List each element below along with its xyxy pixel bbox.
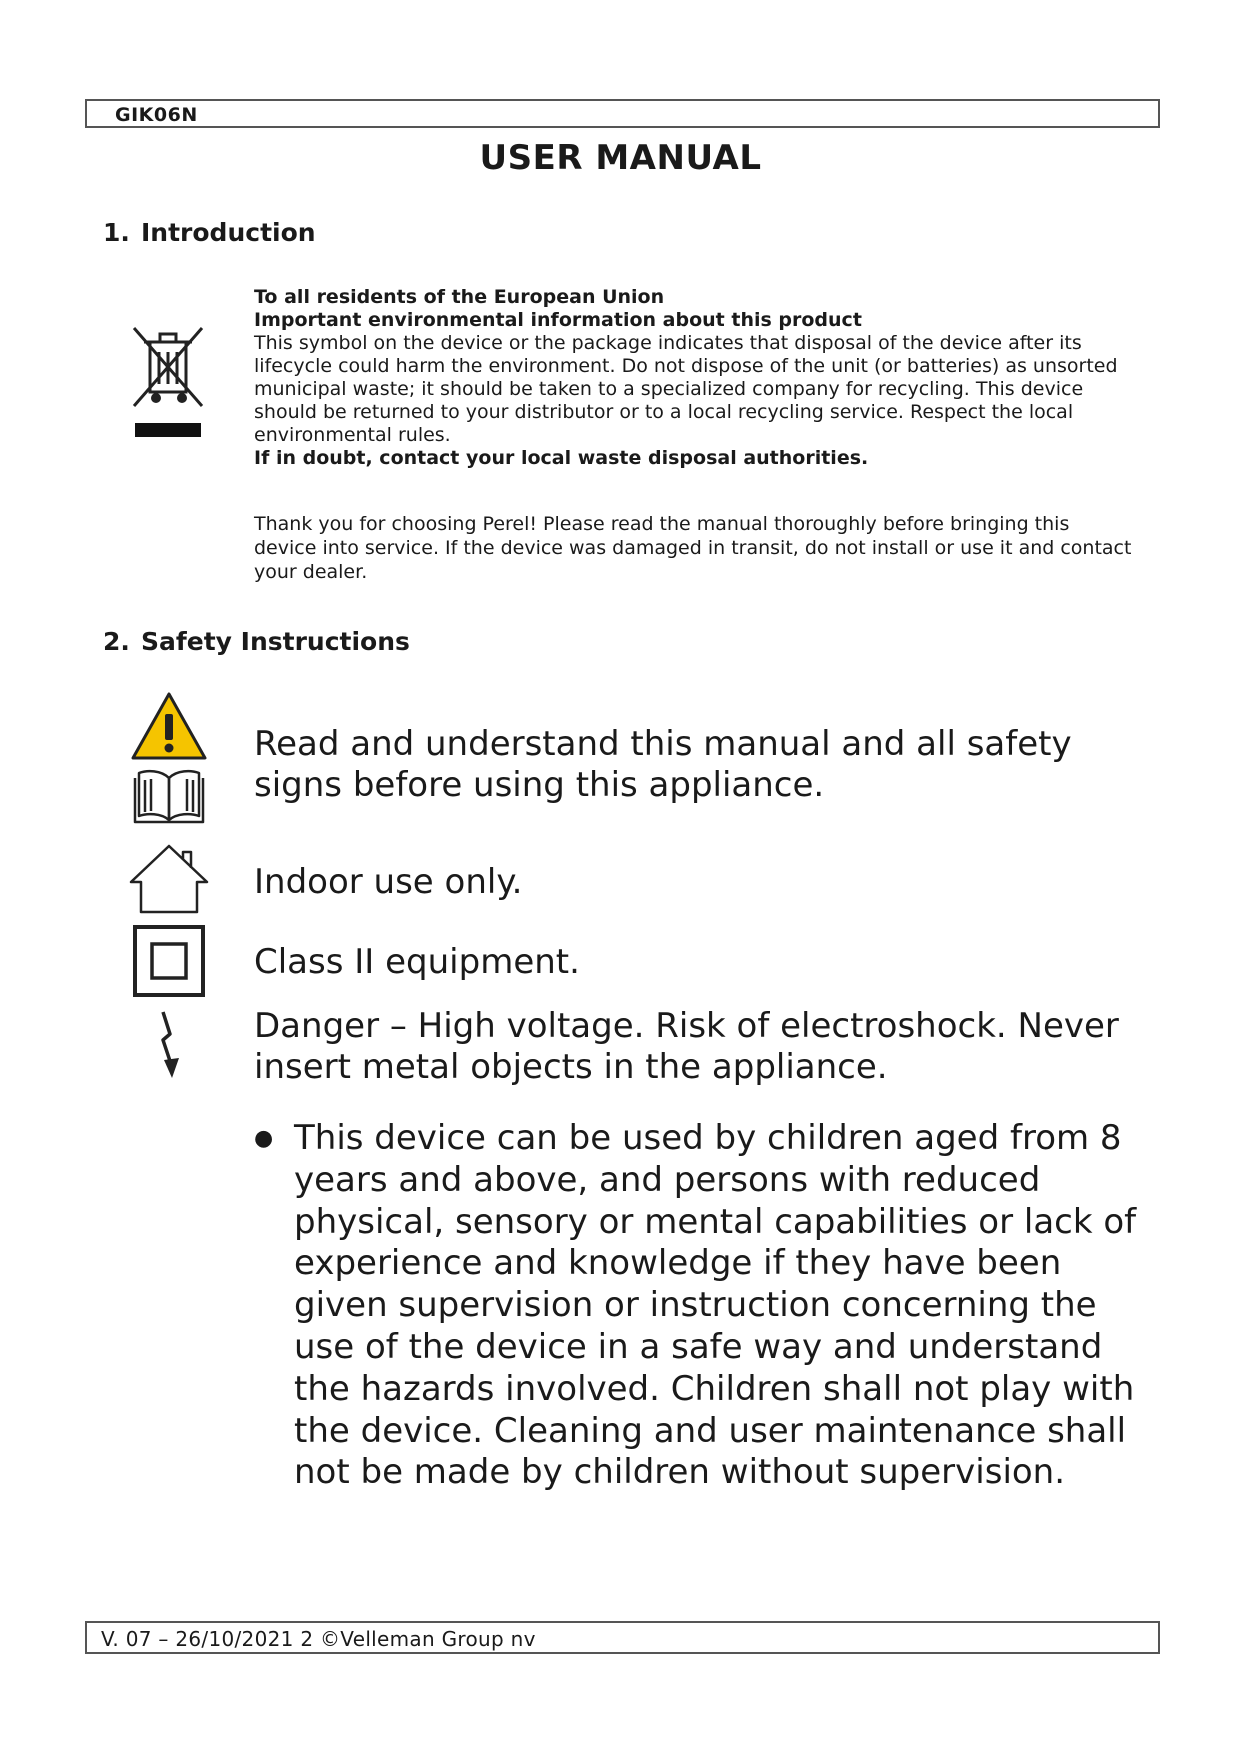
page-footer (85, 1621, 1160, 1654)
environmental-info (254, 286, 1134, 470)
high-voltage-text: Danger – High voltage. Risk of electroshock. Never insert metal objects in the appliance. (254, 1006, 1119, 1087)
section-number: 1. (103, 218, 130, 247)
warning-triangle-icon (129, 690, 209, 766)
bullet-icon: ● (254, 1126, 274, 1151)
doubt-contact-text: If in doubt, contact your local waste disposal authorities. (254, 447, 869, 469)
children-safety-text: This device can be used by children aged from 8 years and above, and persons with reduced physical, sensory or mental capabilities or lack of experience and knowledge if they have been given supervision or instruction concerning the use of the device in a safe way and understand the hazards involved. Children shall not play with the device. Cleaning and user maintenance shall not be made by children without supervision. (294, 1118, 1137, 1493)
disposal-text: This symbol on the device or the package indicates that disposal of the device after its lifecycle could harm the environment. Do not dispose of the unit (or batteries) as unsorted municipal waste; it should be taken to a specialized company for recycling. This device should be returned to your distributor or to a local recycling service. Respect the local environmental rules. (254, 332, 1118, 446)
section-number: 2. (103, 627, 130, 656)
section-title: Introduction (141, 218, 316, 247)
children-safety-item (254, 1118, 1154, 1494)
section-heading-safety (103, 627, 410, 656)
document-title: USER MANUAL (479, 138, 762, 178)
read-manual-book-icon (131, 764, 207, 830)
indoor-use-text: Indoor use only. (254, 862, 523, 902)
model-number: GIK06N (115, 104, 198, 126)
section-title: Safety Instructions (141, 627, 410, 656)
class-ii-text: Class II equipment. (254, 942, 580, 982)
class-ii-icon (132, 924, 206, 1002)
weee-crossed-bin-icon (126, 322, 210, 446)
environmental-info-heading: Important environmental information about this product (254, 309, 862, 331)
eu-residents-heading: To all residents of the European Union (254, 286, 665, 308)
read-manual-text: Read and understand this manual and all safety signs before using this appliance. (254, 724, 1072, 805)
thank-you-paragraph: Thank you for choosing Perel! Please read the manual thoroughly before bringing this device into service. If the device was damaged in transit, do not install or use it and contact your dealer. (254, 513, 1132, 583)
indoor-house-icon (127, 842, 211, 920)
high-voltage-bolt-icon (155, 1010, 185, 1086)
section-heading-introduction (103, 218, 316, 247)
footer-version-text: V. 07 – 26/10/2021 2 ©Velleman Group nv (101, 1627, 536, 1651)
page-header (85, 99, 1160, 128)
